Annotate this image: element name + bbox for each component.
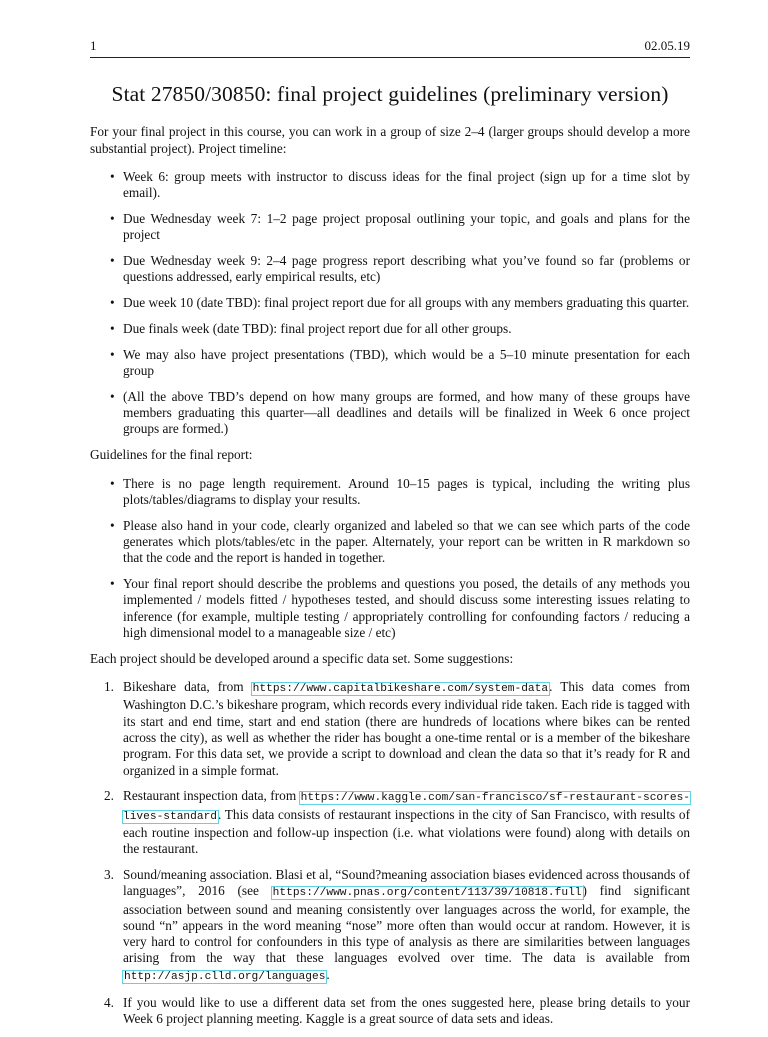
timeline-item: • Due week 10 (date TBD): final project report due for all groups with any members graduating this quarter. (90, 295, 690, 311)
header-date: 02.05.19 (644, 38, 690, 53)
timeline-item: • Due Wednesday week 7: 1–2 page project proposal outlining your topic, and goals and plans for the project (90, 211, 690, 244)
kaggle-restaurant-link[interactable]: https://www.kaggle.com/san-francisco/sf-restaurant-scores-lives-standard (123, 792, 690, 823)
guidelines-list (90, 476, 690, 642)
suggestion-text: . (326, 966, 330, 982)
suggestion-number: 3. (104, 866, 114, 882)
guidelines-heading: Guidelines for the final report: (90, 447, 253, 463)
suggestion-item (90, 679, 690, 779)
suggestion-text: Bikeshare data, from (123, 679, 252, 695)
suggestion-item (90, 867, 690, 985)
timeline-item: • Due finals week (date TBD): final project report due for all other groups. (90, 321, 690, 337)
guideline-item: • Please also hand in your code, clearly organized and labeled so that we can see which parts of the code generates which plots/tables/etc in the paper. Alternately, your report can be written in R markdown so that the code and the report is handed in together. (90, 518, 690, 567)
suggestions-heading: Each project should be developed around a specific data set. Some suggestions: (90, 650, 514, 666)
document-page (90, 38, 690, 1037)
guideline-item: • There is no page length requirement. Around 10–15 pages is typical, including the writing plus plots/tables/diagrams to display your results. (90, 476, 690, 509)
document-title: Stat 27850/30850: final project guidelines (preliminary version) (111, 82, 669, 107)
suggestion-text: Sound/meaning association. Blasi et al, “Sound?meaning association biases evidenced across thousands of languages”, 2016 (see (123, 866, 690, 899)
bikeshare-link[interactable]: https://www.capitalbikeshare.com/system-data (252, 683, 549, 696)
timeline-list (90, 169, 690, 438)
timeline-item: • Due Wednesday week 9: 2–4 page progress report describing what you’ve found so far (problems or questions addressed, early empirical results, etc) (90, 253, 690, 286)
suggestion-text: Restaurant inspection data, from (123, 788, 300, 804)
suggestion-text: . This data consists of restaurant inspections in the city of San Francisco, with results of each routine inspection and follow-up inspection (i.e. what violations were found) along with details on the restaurant. (123, 806, 690, 857)
intro-paragraph: For your final project in this course, you can work in a group of size 2–4 (larger groups should develop a more substantial project). Project timeline: (90, 124, 690, 156)
timeline-item: • Week 6: group meets with instructor to discuss ideas for the final project (sign up for a time slot by email). (90, 169, 690, 202)
suggestion-text: ) find significant association between sound and meaning consistently over languages across the world, for example, the sound “n” appears in the word meaning “nose” more often than would occur at random. However, it is very hard to control for confounders in this type of analysis as there are similarities between languages arising from the way that these languages evolved over time. The data is available from (123, 883, 690, 966)
pnas-link[interactable]: https://www.pnas.org/content/113/39/10818.full (272, 887, 582, 900)
suggestion-text: If you would like to use a different data set from the ones suggested here, please bring details to your Week 6 project planning meeting. Kaggle is a great source of data sets and ideas. (123, 994, 690, 1026)
suggestion-item (90, 788, 690, 857)
suggestion-item (90, 995, 690, 1028)
timeline-item: • (All the above TBD’s depend on how many groups are formed, and how many of these groups have members graduating this quarter—all deadlines and details will be finalized in Week 6 once project groups are formed.) (90, 389, 690, 438)
asjp-link[interactable]: http://asjp.clld.org/languages (124, 970, 326, 983)
header-rule (90, 57, 690, 58)
page-number: 1 (90, 38, 97, 53)
suggestions-list (90, 679, 690, 1027)
suggestion-number: 1. (104, 679, 114, 695)
suggestion-text: . This data comes from Washington D.C.’s bikeshare program, which records every individual ride taken. Each ride is tagged with its start and end time, start and end station (there are hundreds of locations where bikes can be rented across the city), as well as whether the rider has bought a one-time rental or is a member of the bikeshare program. For this data set, we provide a script to download and clean the data so that it’s ready for R and organized in a simple format. (123, 679, 690, 778)
suggestion-number: 2. (104, 788, 114, 804)
suggestion-number: 4. (104, 994, 114, 1010)
running-header (90, 38, 690, 56)
timeline-item: • We may also have project presentations (TBD), which would be a 5–10 minute presentation for each group (90, 347, 690, 380)
guideline-item: • Your final report should describe the problems and questions you posed, the details of any methods you implemented / models fitted / hypotheses tested, and should discuss some interesting issues relating to inference (for example, multiple testing / appropriately controlling for confounding factors / reducing a high dimensional model to a manageable size / etc) (90, 576, 690, 641)
